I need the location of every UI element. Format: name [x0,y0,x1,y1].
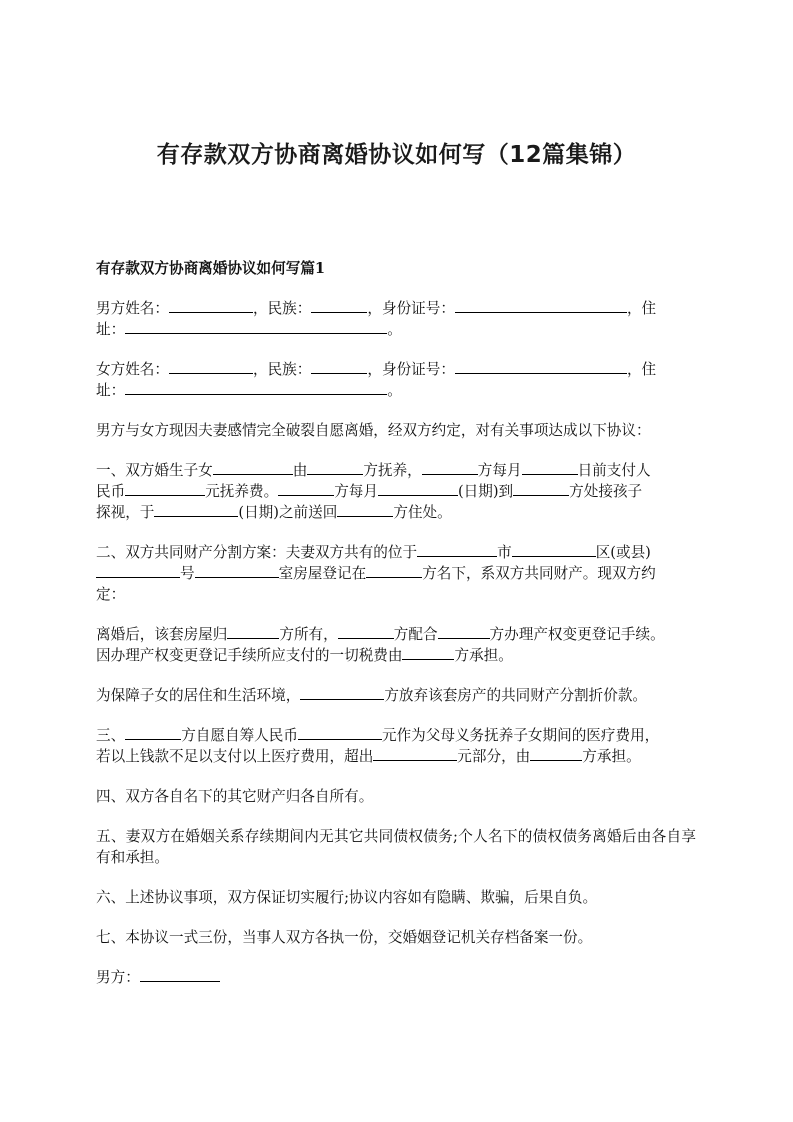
text: 址： [96,321,126,338]
blank-field [125,319,387,334]
text: 二、双方共同财产分割方案：夫妻双方共有的位于 [96,544,418,561]
blank-field [195,563,279,578]
text: 方名下，系双方共同财产。现双方约 [422,565,656,582]
clause-3-paragraph [96,725,696,767]
blank-field [300,685,384,700]
text: 一、双方婚生子女 [96,462,213,479]
text: 方抚养， [363,462,422,479]
text: 元抚养费。 [205,483,279,500]
text: 方所有， [279,626,338,643]
text: ，住 [626,300,657,317]
text: (日期)之前送回 [238,504,338,521]
blank-field [278,481,334,496]
text: 市 [497,544,512,561]
text: 定： [96,586,126,603]
text: 方处接孩子 [569,483,643,500]
blank-field [455,359,627,374]
text: 为保障子女的居住和生活环境， [96,687,301,704]
blank-field [455,298,627,313]
blank-field [417,542,497,557]
woman-info-paragraph [96,359,696,401]
blank-field [522,460,578,475]
clause-7-paragraph: 七、本协议一式三份，当事人双方各执一份，交婚姻登记机关存档备案一份。 [96,929,593,946]
text: 。 [387,382,402,399]
clause-5-paragraph: 五、妻双方在婚姻关系存续期间内无其它共同债权债务;个人名下的债权债务离婚后由各自享有和承担。 [96,828,696,866]
blank-field [213,460,293,475]
clause-1-paragraph [96,460,696,523]
blank-field [96,563,180,578]
text: ，民族： [252,300,312,317]
blank-field [513,481,569,496]
text: 方每月 [477,462,522,479]
text: 女方姓名： [96,361,169,378]
text: 由 [292,462,308,479]
text: ，民族： [252,361,312,378]
text: 方住处。 [393,504,452,521]
text: 号 [180,565,195,582]
text: 日前支付人 [577,462,651,479]
signature-line [96,967,696,988]
blank-field [378,481,458,496]
text: 方承担。 [454,647,513,664]
document-body [96,258,696,1007]
blank-field [169,359,253,374]
text: 区(或县) [595,544,651,561]
text: 元作为父母义务抚养子女期间的医疗费用， [381,727,660,744]
blank-field [530,746,582,761]
blank-field [311,359,367,374]
text: 室房屋登记在 [278,565,367,582]
blank-field [311,298,367,313]
blank-field [337,502,393,517]
blank-field [125,725,181,740]
text: 若以上钱款不足以支付以上医疗费用，超出 [96,748,374,765]
clause-2-paragraph [96,542,696,605]
text: 方配合 [393,626,438,643]
blank-field [338,624,394,639]
blank-field [298,725,382,740]
blank-field [227,624,279,639]
intro-paragraph: 男方与女方现因夫妻感情完全破裂自愿离婚，经双方约定，对有关事项达成以下协议： [96,422,651,439]
text: 探视，于 [96,504,155,521]
text: 男方： [96,969,140,986]
blank-field [125,380,387,395]
blank-field [402,645,454,660]
text: 方承担。 [582,748,641,765]
text: 方放弃该套房产的共同财产分割折价款。 [384,687,648,704]
clause-6-paragraph: 六、上述协议事项，双方保证切实履行;协议内容如有隐瞒、欺骗，后果自负。 [96,889,598,906]
house-paragraph [96,624,696,666]
blank-field [373,746,457,761]
blank-field [154,502,238,517]
text: ，住 [626,361,657,378]
blank-field [307,460,363,475]
text: ，身份证号： [367,300,455,317]
text: 元部分，由 [457,748,531,765]
text: 离婚后，该套房屋归 [96,626,228,643]
text: ，身份证号： [367,361,455,378]
text: 男方姓名： [96,300,169,317]
text: 民币 [96,483,126,500]
text: 。 [387,321,402,338]
blank-field [366,563,422,578]
blank-field [125,481,205,496]
children-housing-paragraph [96,685,696,706]
text: (日期)到 [457,483,514,500]
page-title: 有存款双方协商离婚协议如何写（12篇集锦） [156,142,637,168]
text: 址： [96,382,126,399]
clause-4-paragraph: 四、双方各自名下的其它财产归各自所有。 [96,788,374,805]
blank-field [512,542,596,557]
text: 方办理产权变更登记手续。 [489,626,665,643]
section-heading: 有存款双方协商离婚协议如何写篇1 [96,260,326,277]
text: 三、 [96,727,126,744]
man-info-paragraph [96,298,696,340]
blank-field [169,298,253,313]
blank-field [422,460,478,475]
text: 方每月 [334,483,378,500]
signature-blank [140,967,220,982]
blank-field [438,624,490,639]
text: 因办理产权变更登记手续所应支付的一切税费由 [96,647,403,664]
text: 方自愿自筹人民币 [181,727,298,744]
